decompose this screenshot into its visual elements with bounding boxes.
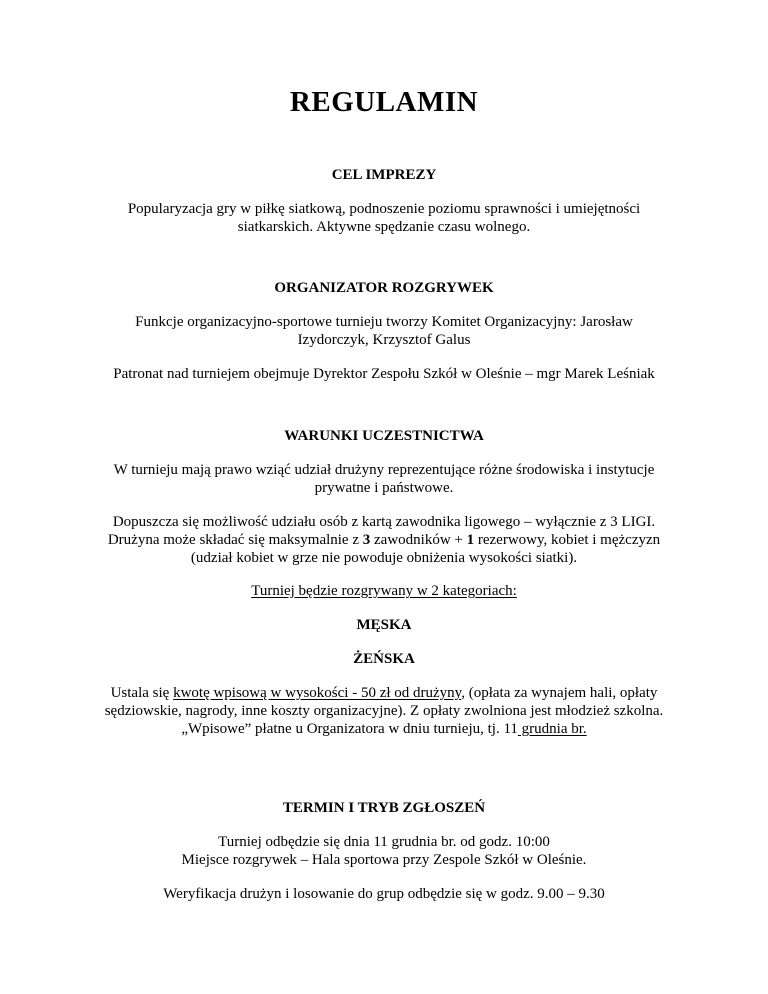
- date-underlined: grudnia br.: [517, 721, 587, 737]
- paragraph-line: sędziowskie, nagrody, inne koszty organizacyjne). Z opłaty zwolniona jest młodzież szkolna.: [104, 703, 664, 719]
- category-male: MĘSKA: [356, 617, 412, 633]
- paragraph-line: Izydorczyk, Krzysztof Galus: [297, 332, 471, 348]
- section-heading-cel: CEL IMPREZY: [331, 167, 437, 183]
- paragraph-line: Turniej odbędzie się dnia 11 grudnia br. od godz. 10:00: [218, 834, 550, 850]
- bold-number: 1: [466, 532, 475, 548]
- text-run: „Wpisowe” płatne u Organizatora w dniu turnieju, tj. 11: [181, 721, 518, 737]
- paragraph-line: [0, 532, 768, 549]
- section-heading-warunki: WARUNKI UCZESTNICTWA: [284, 428, 484, 444]
- categories-intro: [0, 583, 768, 600]
- paragraph-line: [0, 685, 768, 702]
- category-female: ŻEŃSKA: [353, 651, 415, 667]
- fee-underlined: kwotę wpisową w wysokości - 50 zł od drużyny: [173, 685, 462, 701]
- paragraph-line: Miejsce rozgrywek – Hala sportowa przy Zespole Szkół w Oleśnie.: [181, 852, 587, 868]
- section-heading-organizator: ORGANIZATOR ROZGRYWEK: [274, 280, 494, 296]
- paragraph-line: Dopuszcza się możliwość udziału osób z kartą zawodnika ligowego – wyłącznie z 3 LIGI.: [112, 514, 656, 530]
- text-run: rezerwowy, kobiet i mężczyzn: [474, 532, 661, 548]
- paragraph-line: Patronat nad turniejem obejmuje Dyrektor Zespołu Szkół w Oleśnie – mgr Marek Leśniak: [113, 366, 655, 382]
- text-run: , (opłata za wynajem hali, opłaty: [461, 685, 658, 701]
- bold-number: 3: [362, 532, 371, 548]
- paragraph-line: (udział kobiet w grze nie powoduje obniżenia wysokości siatki).: [190, 550, 578, 566]
- text-run: Ustala się: [110, 685, 174, 701]
- paragraph-line: Popularyzacja gry w piłkę siatkową, podnoszenie poziomu sprawności i umiejętności: [127, 201, 641, 217]
- paragraph-line: [0, 721, 768, 738]
- paragraph-line: prywatne i państwowe.: [314, 480, 454, 496]
- document-title: REGULAMIN: [289, 86, 479, 118]
- section-heading-termin: TERMIN I TRYB ZGŁOSZEŃ: [282, 800, 486, 816]
- text-run: zawodników +: [370, 532, 467, 548]
- text-run: Drużyna może składać się maksymalnie z: [107, 532, 363, 548]
- paragraph-line: W turnieju mają prawo wziąć udział drużyny reprezentujące różne środowiska i instytucje: [113, 462, 655, 478]
- paragraph-line: Funkcje organizacyjno-sportowe turnieju tworzy Komitet Organizacyjny: Jarosław: [135, 314, 633, 330]
- paragraph-line: Weryfikacja drużyn i losowanie do grup odbędzie się w godz. 9.00 – 9.30: [163, 886, 605, 902]
- categories-intro-text: Turniej będzie rozgrywany w 2 kategoriach:: [251, 583, 517, 599]
- paragraph-line: siatkarskich. Aktywne spędzanie czasu wolnego.: [237, 219, 531, 235]
